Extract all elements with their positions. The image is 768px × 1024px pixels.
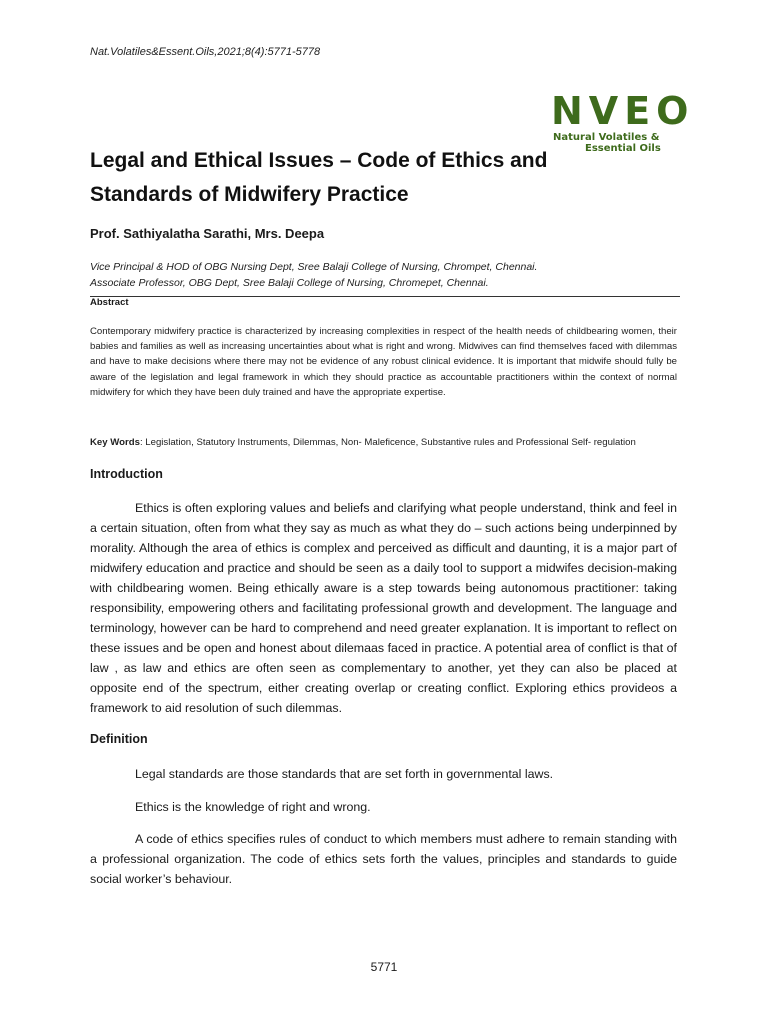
logo-subtitle-line1: Natural Volatiles & [553, 132, 660, 143]
affiliation-2: Associate Professor, OBG Dept, Sree Balaji College of Nursing, Chromepet, Chennai. [90, 277, 489, 289]
keywords-text: : Legislation, Statutory Instruments, Dilemmas, Non- Maleficence, Substantive rules and Professional Self- regulation [139, 437, 636, 448]
introduction-heading: Introduction [90, 467, 163, 481]
definition-paragraph-3: A code of ethics specifies rules of conduct to which members must adhere to remain standing with a professional organization. The code of ethics sets forth the values, principles and standards to guide social worker’s behaviour. [90, 832, 677, 886]
keywords-label: Key Words [90, 437, 140, 448]
journal-citation: Nat.Volatiles&Essent.Oils,2021;8(4):5771-5778 [90, 46, 321, 58]
paper-authors: Prof. Sathiyalatha Sarathi, Mrs. Deepa [90, 226, 325, 241]
definition-paragraph-2: Ethics is the knowledge of right and wrong. [135, 800, 371, 814]
header-divider [90, 296, 680, 297]
logo-wordmark: NVEO [551, 89, 695, 133]
introduction-paragraph: Ethics is often exploring values and beliefs and clarifying what people understand, think and feel in a certain situation, often from what they say as much as what they do – such actions being underpinned by morality. Although the area of ethics is complex and perceived as difficult and daunting, it is a major part of midwifery education and practice and should be seen as a daily tool to support a midwifes decision-making with childbearing women. Being ethically aware is a step towards being autonomous practitioner: taking responsibility, empowering others and facilitating professional growth and development. The language and terminology, however can be hard to comprehend and need greater explanation. It is important to reflect on these issues and be open and honest about dilemaas faced in practice. A potential area of conflict is that of law , as law and ethics are often seen as complementary to another, yet they can also be placed at opposite end of the spectrum, either creating overlap or creating conflict. Exploring ethics provideos a framework to aid resolution of such dilemmas. [90, 501, 677, 715]
keywords [90, 437, 690, 448]
definition-heading: Definition [90, 732, 148, 746]
paper-title: Legal and Ethical Issues – Code of Ethics and Standards of Midwifery Practice [90, 149, 548, 206]
logo-subtitle-line2: Essential Oils [585, 143, 661, 154]
page-number: 5771 [370, 960, 398, 974]
abstract-label: Abstract [90, 297, 129, 308]
definition-paragraph-1: Legal standards are those standards that are set forth in governmental laws. [135, 767, 554, 781]
abstract-text: Contemporary midwifery practice is characterized by increasing complexities in respect of the health needs of childbearing women, their babies and families as well as increasing uncertainties about what is right and wrong. Midwives can find themselves faced with dilemmas and have to make decisions where there may not be evidence of any robust clinical evidence. It is important that midwife should fully be aware of the legislation and legal framework in which they should practice as accountable practitioners within the context of normal midwifery for which they have been duly trained and have the appropriate expertise. [90, 326, 677, 398]
affiliation-1: Vice Principal & HOD of OBG Nursing Dept, Sree Balaji College of Nursing, Chrompet, Chennai. [90, 261, 538, 273]
